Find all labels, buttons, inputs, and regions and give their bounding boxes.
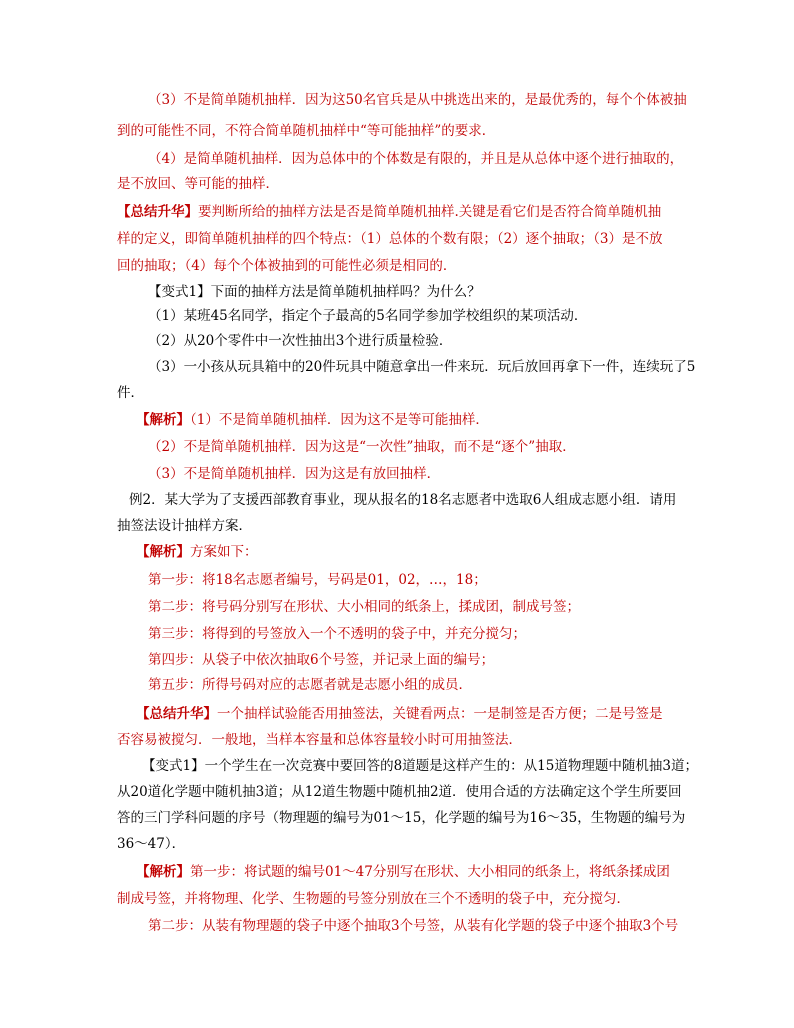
text-span: 第一步：将试题的编号01～47分别写在形状、大小相同的纸条上，将纸条揉成团 <box>190 864 670 880</box>
text-line: 样的定义，即简单随机抽样的四个特点：（1）总体的个数有限；（2）逐个抽取；（3）是不放 <box>117 231 663 247</box>
text-line: 否容易被搅匀．一般地，当样本容量和总体容量较小时可用抽签法． <box>117 732 522 748</box>
text-line: （2）从20个零件中一次性抽出3个进行质量检验． <box>148 333 453 349</box>
text-span: 要判断所给的抽样方法是否是简单随机抽样.关键是看它们是否符合简单随机抽 <box>198 204 662 220</box>
text-line: 回的抽取；（4）每个个体被抽到的可能性必须是相同的． <box>117 258 457 274</box>
text-line: （3）不是简单随机抽样．因为这50名官兵是从中挑选出来的，是最优秀的，每个个体被抽 <box>148 92 687 108</box>
step-line: 第四步：从袋子中依次抽取6个号签，并记录上面的编号； <box>148 652 495 668</box>
variant-heading: 【变式1】一个学生在一次竞赛中要回答的8道题是这样产生的：从15道物理题中随机抽3道； <box>142 758 698 774</box>
text-line: （4）是简单随机抽样．因为总体中的个体数是有限的，并且是从总体中逐个进行抽取的， <box>148 151 684 167</box>
text-line: 从20道化学题中随机抽3道；从12道生物题中随机抽2道．使用合适的方法确定这个学生所要回 <box>117 784 682 800</box>
section-label: 【解析】 <box>136 544 190 560</box>
text-line: 答的三门学科问题的序号（物理题的编号为01～15，化学题的编号为16～35，生物题的编号为 <box>117 810 686 826</box>
text-line <box>136 862 670 882</box>
text-line: 制成号签，并将物理、化学、生物题的号签分别放在三个不透明的袋子中，充分搅匀． <box>117 891 630 907</box>
section-label: 【解析】 <box>136 412 190 428</box>
text-line: 36～47）． <box>117 836 186 852</box>
text-span: （1）不是简单随机抽样．因为这不是等可能抽样． <box>190 412 489 428</box>
text-line: （1）某班45名同学，指定个子最高的5名同学参加学校组织的某项活动． <box>148 308 588 324</box>
example-heading: 例2．某大学为了支援西部教育事业，现从报名的18名志愿者中选取6人组成志愿小组．请用 <box>129 492 677 508</box>
step-line: 第三步：将得到的号签放入一个不透明的袋子中，并充分搅匀； <box>148 626 526 642</box>
variant-heading: 【变式1】下面的抽样方法是简单随机抽样吗？为什么？ <box>148 284 481 300</box>
text-line: 件． <box>117 385 144 401</box>
text-line <box>136 542 258 562</box>
text-span: 一个抽样试验能否用抽签法，关键看两点：一是制签是否方便；二是号签是 <box>217 706 663 722</box>
step-line: 第一步：将18名志愿者编号，号码是01，02，…，18； <box>148 572 487 588</box>
text-line: （3）不是简单随机抽样．因为这是有放回抽样． <box>148 466 441 482</box>
step-line: 第二步：将号码分别写在形状、大小相同的纸条上，揉成团，制成号签； <box>148 599 580 615</box>
text-line: 到的可能性不同，不符合简单随机抽样中“等可能抽样”的要求． <box>117 123 496 139</box>
text-line: 第二步：从装有物理题的袋子中逐个抽取3个号签，从装有化学题的袋子中逐个抽取3个号 <box>148 918 679 934</box>
text-line: 抽签法设计抽样方案． <box>117 518 252 534</box>
text-span: 方案如下： <box>190 544 258 560</box>
text-line <box>117 202 661 222</box>
text-line <box>136 410 489 430</box>
section-label: 【解析】 <box>136 864 190 880</box>
step-line: 第五步：所得号码对应的志愿者就是志愿小组的成员． <box>148 677 472 693</box>
text-line <box>136 704 663 724</box>
text-line: （2）不是简单随机抽样．因为这是“一次性”抽取，而不是“逐个”抽取． <box>148 439 576 455</box>
text-line: （3）一小孩从玩具箱中的20件玩具中随意拿出一件来玩．玩后放回再拿下一件，连续玩了5 <box>148 359 696 375</box>
text-line: 是不放回、等可能的抽样． <box>117 176 279 192</box>
section-label: 【总结升华】 <box>117 204 198 220</box>
section-label: 【总结升华】 <box>136 706 217 722</box>
